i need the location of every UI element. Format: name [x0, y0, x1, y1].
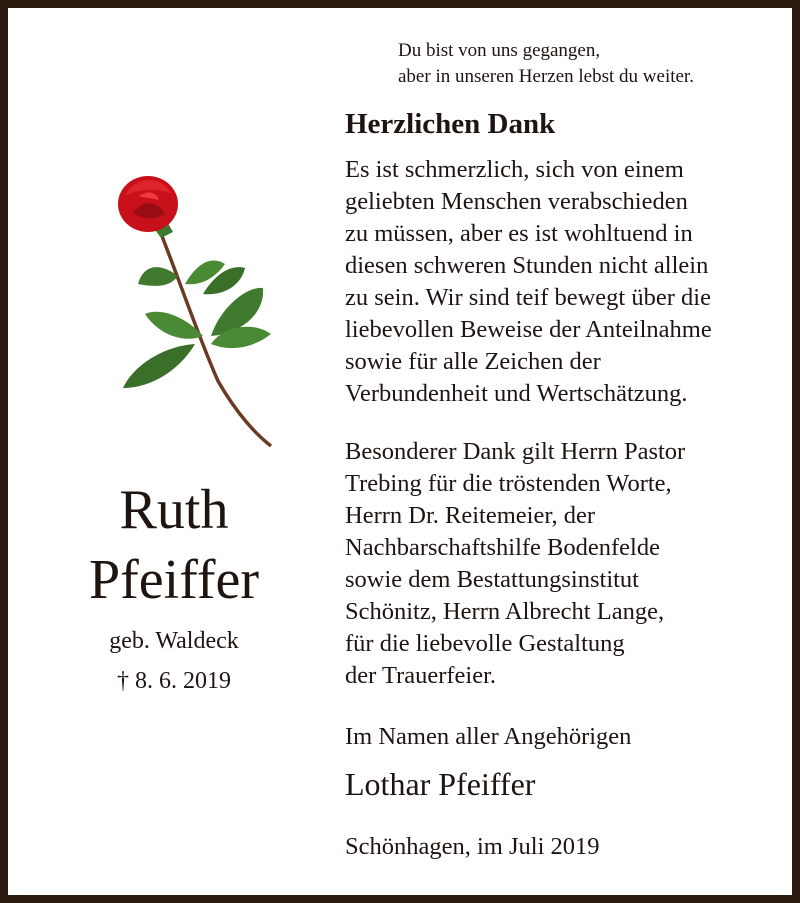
- paragraph-line: für die liebevolle Gestaltung: [345, 630, 625, 657]
- paragraph-line: geliebten Menschen verabschieden: [345, 188, 688, 215]
- paragraph-line: Schönitz, Herrn Albrecht Lange,: [345, 598, 665, 625]
- signer-name: Lothar Pfeiffer: [345, 766, 536, 802]
- rose-leaf: [123, 344, 195, 388]
- paragraph-line: sowie für alle Zeichen der: [345, 348, 601, 375]
- paragraph-line: sowie dem Bestattungsinstitut: [345, 566, 639, 593]
- paragraph-line: Besonderer Dank gilt Herrn Pastor: [345, 438, 686, 465]
- motto-line: Du bist von uns gegangen,: [398, 40, 601, 61]
- motto-line: aber in unseren Herzen lebst du weiter.: [398, 66, 694, 87]
- obituary-card: [8, 8, 792, 895]
- paragraph-line: der Trauerfeier.: [345, 662, 497, 689]
- paragraph-line: diesen schweren Stunden nicht allein: [345, 252, 709, 279]
- place-date: Schönhagen, im Juli 2019: [345, 833, 600, 860]
- paragraph-line: Trebing für die tröstenden Worte,: [345, 470, 672, 497]
- closing-line: Im Namen aller Angehörigen: [345, 723, 632, 750]
- paragraph-line: Verbundenheit und Wertschätzung.: [345, 380, 688, 407]
- deceased-first-name: Ruth: [119, 479, 229, 541]
- paragraph-line: zu sein. Wir sind teif bewegt über die: [345, 284, 711, 311]
- death-date: † 8. 6. 2019: [117, 668, 231, 694]
- deceased-last-name: Pfeiffer: [89, 549, 259, 611]
- heading: Herzlichen Dank: [345, 108, 556, 140]
- rose-icon: [103, 166, 283, 448]
- paragraph-line: Herrn Dr. Reitemeier, der: [345, 502, 596, 529]
- motto: [398, 38, 788, 90]
- special-thanks-paragraph: [345, 436, 785, 692]
- paragraph-line: zu müssen, aber es ist wohltuend in: [345, 220, 693, 247]
- paragraph-line: Es ist schmerzlich, sich von einem: [345, 156, 684, 183]
- paragraph-line: Nachbarschaftshilfe Bodenfelde: [345, 534, 660, 561]
- maiden-name: geb. Waldeck: [109, 628, 239, 654]
- paragraph-line: liebevollen Beweise der Anteilnahme: [345, 316, 712, 343]
- thanks-paragraph: [345, 154, 785, 410]
- rose-leaf: [138, 267, 178, 286]
